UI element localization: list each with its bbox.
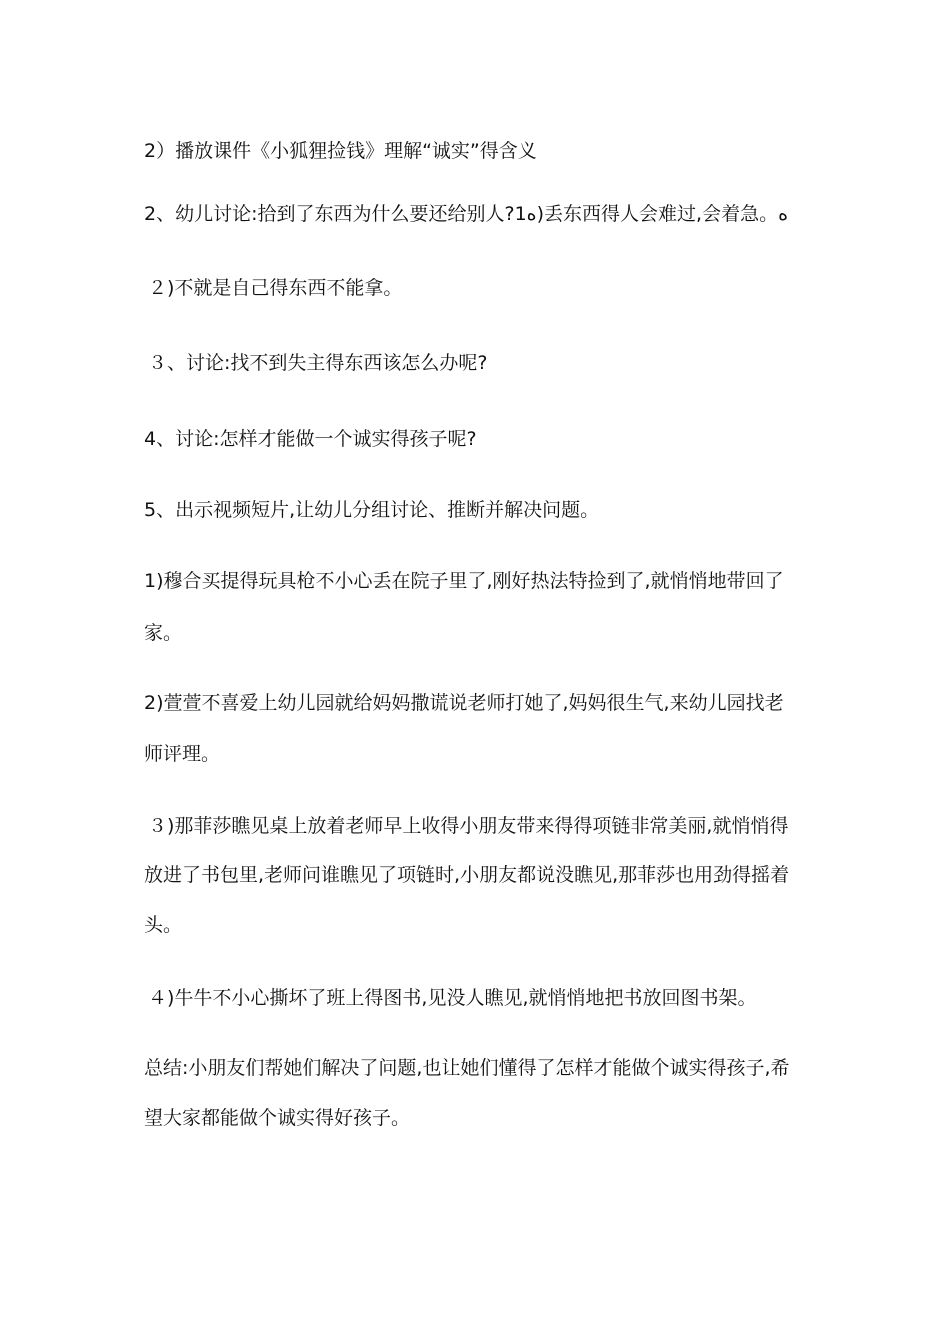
text-line-point-2: ２)不就是自己得东西不能拿。: [148, 277, 403, 299]
text-line-discussion-2: 2、幼儿讨论:拾到了东西为什么要还给别人?1ﻩ)丢东西得人会难过,会着急。ﻩ: [144, 203, 789, 225]
text-line-step-2-1: 2）播放课件《小狐狸捡钱》理解“诚实”得含义: [144, 140, 537, 162]
text-line-summary-part-1: 总结:小朋友们帮她们解决了问题,也让她们懂得了怎样才能做个诚实得孩子,希: [144, 1057, 790, 1079]
text-line-case-1-part-2: 家。: [144, 622, 183, 644]
text-line-case-4: ４)牛牛不小心撕坏了班上得图书,见没人瞧见,就悄悄地把书放回图书架。: [148, 987, 757, 1009]
text-line-case-3-part-2: 放进了书包里,老师问谁瞧见了项链时,小朋友都说没瞧见,那菲莎也用劲得摇着: [144, 864, 790, 886]
text-line-case-3-part-3: 头。: [144, 914, 183, 936]
text-line-discussion-3: ３、讨论:找不到失主得东西该怎么办呢?: [148, 352, 488, 374]
text-line-case-3-part-1: ３)那菲莎瞧见桌上放着老师早上收得小朋友带来得得项链非常美丽,就悄悄得: [148, 815, 789, 837]
text-line-case-1-part-1: 1)穆合买提得玩具枪不小心丢在院子里了,刚好热法特捡到了,就悄悄地带回了: [144, 570, 784, 592]
text-line-case-2-part-1: 2)萱萱不喜爱上幼儿园就给妈妈撒谎说老师打她了,妈妈很生气,来幼儿园找老: [144, 692, 784, 714]
text-line-summary-part-2: 望大家都能做个诚实得好孩子。: [144, 1107, 411, 1129]
text-line-case-2-part-2: 师评理。: [144, 743, 221, 765]
text-line-discussion-4: 4、讨论:怎样才能做一个诚实得孩子呢?: [144, 428, 477, 450]
text-line-video-5: 5、出示视频短片,让幼儿分组讨论、推断并解决问题。: [144, 499, 600, 521]
